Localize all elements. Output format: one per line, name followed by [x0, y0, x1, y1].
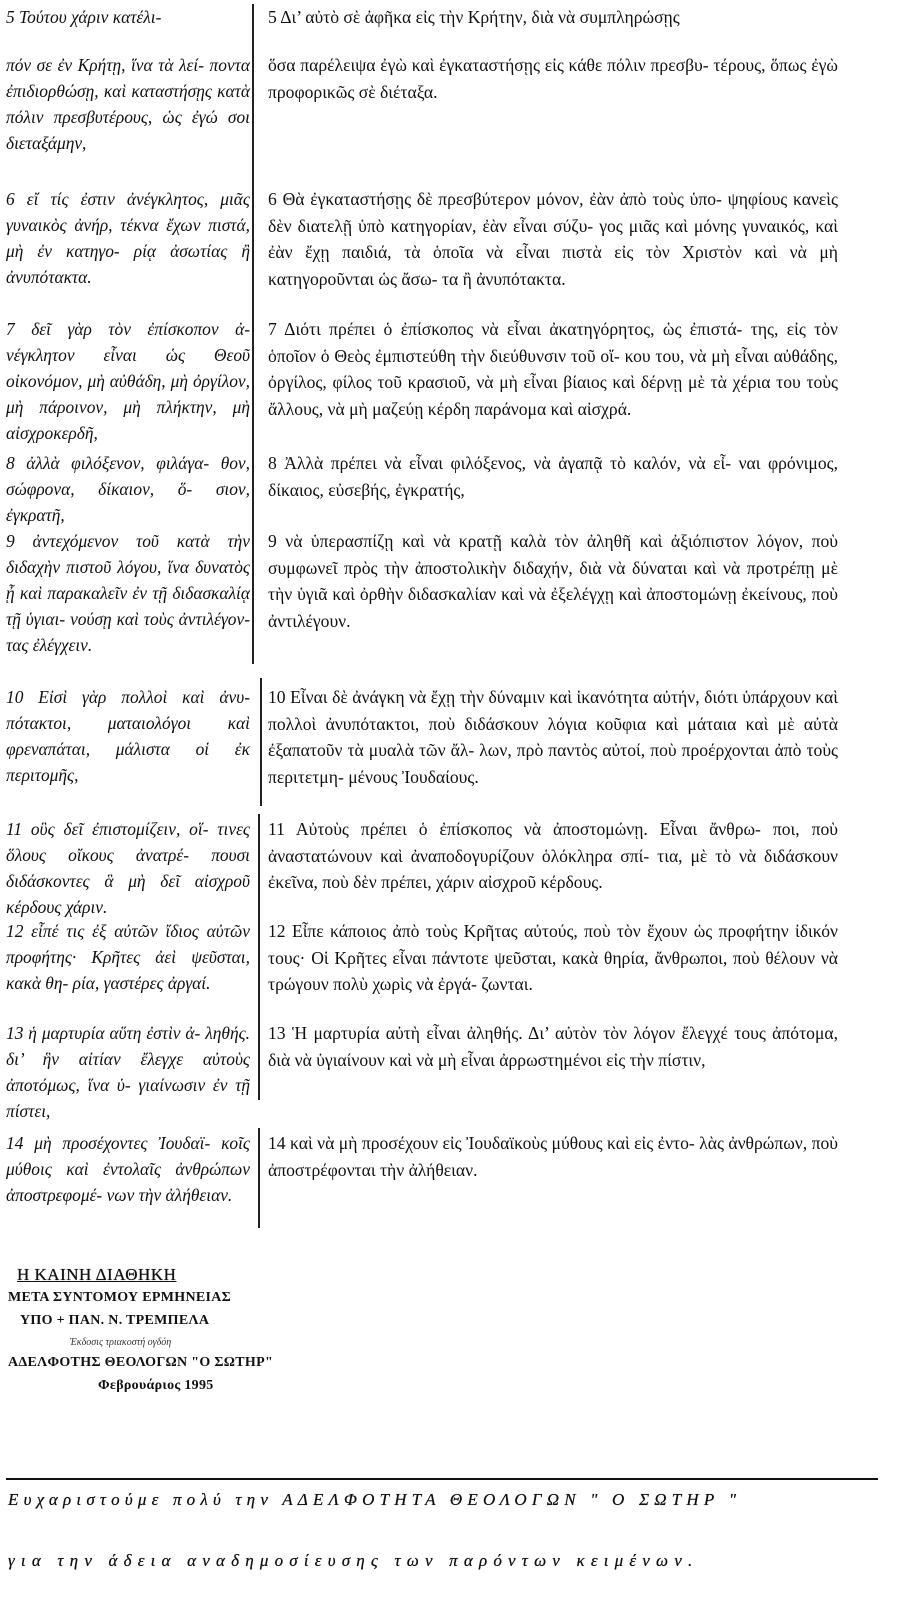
greek-original-text: 6 εἴ τίς ἐστιν ἀνέγκλητος, μιᾶς γυναικὸς ἀνήρ, τέκνα ἔχων πιστά, μὴ ἐν κατηγο- ρίᾳ ἀσωτίας ἢ ἀνυπότακτα.: [6, 189, 250, 287]
modern-greek-translation: 10 Εἶναι δὲ ἀνάγκη νὰ ἔχῃ τὴν δύναμιν καὶ ἱκανότητα αὐτήν, διότι ὑπάρχουν καὶ πολλοὶ ἀνυπότακτοι, ποὺ διδάσκουν λόγια κοῦφια καὶ μάταια καὶ μὲ αὐτὰ ἐξαπατοῦν τὰ μυαλὰ τῶν ἄλ- λων, πρὸ παντὸς αὐτοί, ποὺ προέρχονται ἀπὸ τοὺς περιτετμη- μένους Ἰουδαίους.: [268, 687, 838, 787]
book-date: Φεβρουάριος 1995: [98, 1378, 214, 1393]
modern-greek-translation: ὅσα παρέλειψα ἐγὼ καὶ ἐγκαταστήσῃς εἰς κάθε πόλιν πρεσβυ- τέρους, ὅπως ἐγὼ προφορικῶς σὲ διέταξα.: [268, 55, 838, 102]
column-divider: [258, 814, 260, 1100]
book-subtitle: ΜΕΤΑ ΣΥΝΤΟΜΟΥ ΕΡΜΗΝΕΙΑΣ: [8, 1290, 232, 1305]
greek-original-text: 12 εἶπέ τις ἐξ αὐτῶν ἴδιος αὐτῶν προφήτης· Κρῆτες ἀεὶ ψεῦσται, κακὰ θη- ρία, γαστέρες ἀργαί.: [6, 921, 250, 993]
greek-original-text: 7 δεῖ γὰρ τὸν ἐπίσκοπον ἀ- νέγκλητον εἶναι ὡς Θεοῦ οἰκονόμον, μὴ αὐθάδη, μὴ ὀργίλον, μὴ πάροινον, μὴ πλήκτην, μὴ αἰσχροκερδῆ,: [6, 319, 250, 443]
column-divider: [260, 678, 262, 806]
footer-divider: [6, 1478, 878, 1480]
column-divider: [252, 4, 254, 664]
modern-greek-translation: 11 Αὐτοὺς πρέπει ὁ ἐπίσκοπος νὰ ἀποστομώνῃ. Εἶναι ἄνθρω- ποι, ποὺ ἀναστατώνουν καὶ ἀναποδογυρίζουν ὁλόκληρα σπί- τια, μὲ τὸ νὰ διδάσκουν ἐκεῖνα, ποὺ δὲν πρέπει, χάριν αἰσχροῦ κέρδους.: [268, 819, 838, 892]
book-title: Η ΚΑΙΝΗ ΔΙΑΘΗΚΗ: [17, 1265, 177, 1284]
greek-original-text: πόν σε ἐν Κρήτῃ, ἵνα τὰ λεί- ποντα ἐπιδιορθώσῃ, καὶ καταστήσῃς κατὰ πόλιν πρεσβυτέρους, ὡς ἐγώ σοι διεταξάμην,: [6, 55, 250, 153]
book-edition: Έκδοσις τριακοστή ογδόη: [70, 1337, 172, 1348]
acknowledgement-line-1: Ευχαριστούμε πολύ την ΑΔΕΛΦΟΤΗΤΑ ΘΕΟΛΟΓΩΝ " Ο ΣΩΤΗΡ ": [8, 1490, 742, 1509]
column-divider: [258, 1128, 260, 1228]
modern-greek-translation: 6 Θὰ ἐγκαταστήσῃς δὲ πρεσβύτερον μόνον, ἐὰν ἀπὸ τοὺς ὑπο- ψηφίους κανεὶς δὲν διατελῇ ὑπὸ κατηγορίαν, ἐὰν εἶναι σύζυ- γος μιᾶς καὶ μόνης γυναικός, καὶ ἐὰν ἔχῃ παιδιά, τὰ ὁποῖα νὰ εἶναι πιστὰ εἰς τὸν Χριστὸν καὶ νὰ μὴ κατηγοροῦνται ὡς ἄσω- τα ἢ ἀνυπότακτα.: [268, 189, 838, 289]
modern-greek-translation: 5 Δι’ αὐτὸ σὲ ἀφῆκα εἰς τὴν Κρήτην, διὰ νὰ συμπληρώσῃς: [268, 7, 680, 27]
greek-original-text: 11 οὓς δεῖ ἐπιστομίζειν, οἵ- τινες ὅλους οἴκους ἀνατρέ- πουσι διδάσκοντες ἃ μὴ δεῖ αἰσχροῦ κέρδους χάριν.: [6, 819, 250, 917]
greek-original-text: 13 ἡ μαρτυρία αὕτη ἐστὶν ἀ- ληθής. δι’ ἣν αἰτίαν ἔλεγχε αὐτοὺς ἀποτόμως, ἵνα ὑ- γιαίνωσιν ἐν τῇ πίστει,: [6, 1023, 250, 1121]
modern-greek-translation: 9 νὰ ὑπερασπίζῃ καὶ νὰ κρατῇ καλὰ τὸν ἀληθῆ καὶ ἀξιόπιστον λόγον, ποὺ συμφωνεῖ πρὸς τὴν ἀποστολικὴν διδαχήν, διὰ νὰ δύναται καὶ νὰ προτρέπῃ μὲ τὴν ὑγιᾶ καὶ ὀρθὴν διδασκαλίαν καὶ νὰ ἐξελέγχῃ καὶ ἀποστομώνῃ ἐκείνους, ποὺ ἀντιλέγουν.: [268, 531, 838, 631]
book-author: ΥΠΟ + ΠΑΝ. Ν. ΤΡΕΜΠΕΛΑ: [20, 1313, 210, 1328]
acknowledgement-line-2: για την άδεια αναδημοσίευσης των παρόντων κειμένων.: [8, 1551, 699, 1570]
greek-original-text: 9 ἀντεχόμενον τοῦ κατὰ τὴν διδαχὴν πιστοῦ λόγου, ἵνα δυνατὸς ᾖ καὶ παρακαλεῖν ἐν τῇ διδασκαλίᾳ τῇ ὑγιαι- νούσῃ καὶ τοὺς ἀντιλέγον- τας ἐλέγχειν.: [6, 531, 250, 655]
modern-greek-translation: 8 Ἀλλὰ πρέπει νὰ εἶναι φιλόξενος, νὰ ἀγαπᾷ τὸ καλόν, νὰ εἶ- ναι φρόνιμος, δίκαιος, εὐσεβής, ἐγκρατής,: [268, 453, 838, 500]
modern-greek-translation: 13 Ἡ μαρτυρία αὐτὴ εἶναι ἀληθής. Δι’ αὐτὸν τὸν λόγον ἔλεγχέ τους ἀπότομα, διὰ νὰ ὑγιαίνουν καὶ νὰ μὴ εἶναι ἀρρωστημένοι εἰς τὴν πίστιν,: [268, 1023, 838, 1070]
greek-original-text: 5 Τούτου χάριν κατέλι-: [6, 7, 162, 27]
modern-greek-translation: 14 καὶ νὰ μὴ προσέχουν εἰς Ἰουδαϊκοὺς μύθους καὶ εἰς ἐντο- λὰς ἀνθρώπων, ποὺ ἀποστρέφονται τὴν ἀλήθειαν.: [268, 1133, 838, 1180]
greek-original-text: 8 ἀλλὰ φιλόξενον, φιλάγα- θον, σώφρονα, δίκαιον, ὅ- σιον, ἐγκρατῆ,: [6, 453, 250, 525]
greek-original-text: 14 μὴ προσέχοντες Ἰουδαϊ- κοῖς μύθοις καὶ ἐντολαῖς ἀνθρώπων ἀποστρεφομέ- νων τὴν ἀλήθειαν.: [6, 1133, 250, 1205]
modern-greek-translation: 7 Διότι πρέπει ὁ ἐπίσκοπος νὰ εἶναι ἀκατηγόρητος, ὡς ἐπιστά- της, εἰς τὸν ὁποῖον ὁ Θεὸς ἐμπιστεύθη τὴν διεύθυνσιν τοῦ οἴ- κου του, νὰ μὴ εἶναι αὐθάδης, ὀργίλος, φίλος τοῦ κρασιοῦ, νὰ μὴ εἶναι βίαιος καὶ δέρνῃ μὲ τὰ χέρια του τοὺς ἄλλους, νὰ μὴ μαζεύῃ κέρδη παράνομα καὶ αἰσχρά.: [268, 319, 838, 419]
greek-original-text: 10 Εἰσὶ γὰρ πολλοὶ καὶ ἀνυ- πότακτοι, ματαιολόγοι καὶ φρεναπάται, μάλιστα οἱ ἐκ περιτομῆς,: [6, 687, 250, 785]
modern-greek-translation: 12 Εἶπε κάποιος ἀπὸ τοὺς Κρῆτας αὐτούς, ποὺ τὸν ἔχουν ὡς προφήτην ἰδικόν τους· Οἱ Κρῆτες εἶναι πάντοτε ψεῦσται, κακὰ θηρία, ἄνθρωποι, ποὺ θέλουν νὰ τρώγουν πολὺ χωρὶς νὰ ἐργά- ζωνται.: [268, 921, 838, 994]
book-publisher: ΑΔΕΛΦΟΤΗΣ ΘΕΟΛΟΓΩΝ "Ο ΣΩΤΗΡ": [8, 1355, 274, 1370]
